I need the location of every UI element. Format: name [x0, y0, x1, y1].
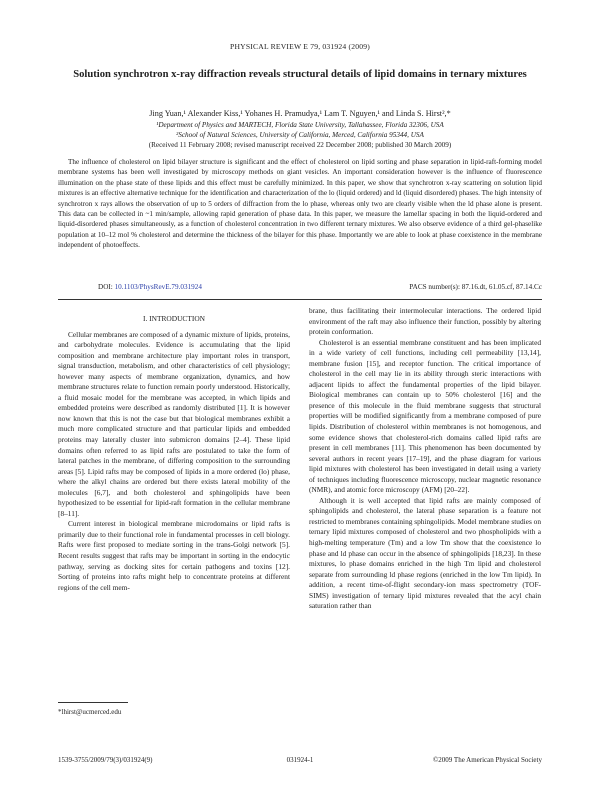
footer-copyright: ©2009 The American Physical Society	[432, 756, 542, 764]
abstract: The influence of cholesterol on lipid bilayer structure is significant and the effect of cholesterol on lipid sorting and phase separation in lipid-raft-forming model membrane systems has been well investigated by microscopy methods on giant vesicles. An important consideration however is the influence of fluorescence illumination on the phase state of these lipids and this effect must be carefully minimized. In this paper, we show that synchrotron x-ray scattering on solution lipid mixtures is an effective alternative technique for the identification and characterization of the lo (liquid ordered) and ld (liquid disordered) phases. The high intensity of synchrotron x rays allows the observation of up to 5 orders of diffraction from the lo phase, whereas only two are clearly visible when the ld phase alone is present. This data can be collected in ~1 min/sample, allowing rapid generation of phase data. In this paper, we measure the lamellar spacing in both the liquid-ordered and liquid-disordered phases simultaneously, as a function of cholesterol concentration in two different ternary mixtures. We also observe evidence of a third gel-phaselike population at 10–12 mol % cholesterol and determine the thickness of the bilayer for this phase. Importantly we are able to look at phase coexistence in the membrane independent of photoeffects.	[58, 158, 542, 250]
paper-title: Solution synchrotron x-ray diffraction reveals structural details of lipid domains in ternary mixtures	[73, 69, 527, 80]
doi-line	[98, 283, 202, 291]
header-divider	[58, 299, 542, 300]
corresponding-email-footnote: *lhirst@ucmerced.edu	[58, 708, 122, 716]
intro-paragraph-4: Cholesterol is an essential membrane constituent and has been implicated in a wide variety of cell functions, including cell permeability [13,14], membrane fusion [15], and receptor function. The critical importance of cholesterol in the cell may lie in its ability through steric interactions with adjacent lipids to affect the fundamental properties of the lipid bilayer. Biological membranes can contain up to 50% cholesterol [16] and the presence of this molecule in the fluid membrane suggests that structural properties will be modified significantly from a membrane composed of pure lipids. Distribution of cholesterol within membranes is not homogenous, and some evidence shows that cholesterol-rich domains called lipid rafts are present in cell membranes [11]. This phenomenon has been documented by several authors in recent years [17–19], and the phase diagram for various lipid mixtures with cholesterol has been investigated in detail using a variety of techniques including fluorescence microscopy, nuclear magnetic resonance (NMR), and atomic force microscopy (AFM) [20–22].	[309, 337, 541, 495]
footer-page-number: 031924-1	[286, 756, 314, 764]
journal-header: PHYSICAL REVIEW E 79, 031924 (2009)	[230, 42, 370, 51]
footer-issn: 1539-3755/2009/79(3)/031924(9)	[58, 756, 153, 764]
right-column	[309, 306, 541, 612]
left-column	[58, 314, 290, 593]
received-dates: (Received 11 February 2008; revised manuscript received 22 December 2008; published 30 March 2009)	[148, 141, 452, 149]
intro-paragraph-2: Current interest in biological membrane microdomains or lipid rafts is primarily due to their functional role in fundamental processes in cell biology. Rafts were first proposed to mediate sorting in the trans-Golgi network [5]. Recent results suggest that rafts may be important in sorting in the endocytic pathway, serving as docking sites for certain pathogens and toxins [12]. Sorting of proteins into rafts might help to concentrate proteins at different regions of the cell mem-	[58, 519, 290, 592]
intro-paragraph-1: Cellular membranes are composed of a dynamic mixture of lipids, proteins, and carbohydrate molecules. Evidence is accumulating that the lipid composition and membrane architecture play important roles in transport, signal transduction, metabolism, and other characteristics of cell physiology; however many aspects of membrane organization, dynamics, and how membrane structures relate to function remain poorly understood. Historically, a fluid mosaic model for the membrane was accepted, in which lipids and embedded proteins were described as randomly distributed [1]. It is however now known that this is not the case but that biological membranes exhibit a much more complicated structure and that particular lipids and embedded proteins may laterally cluster into submicron domains [2–4]. These lipid domains often referred to as lipid rafts are postulated to take the form of lateral patches in the membrane, of differing composition to the surrounding areas [5]. Lipid rafts may be composed of lipids in a more ordered (lo) phase, where the alkyl chains are ordered but there exists lateral mobility of the molecules [6,7], and both cholesterol and sphingolipids have been hypothesized to be essential for lipid-raft formation in the cellular membrane [8–11].	[58, 329, 290, 518]
affiliation-1: ¹Department of Physics and MARTECH, Florida State University, Tallahassee, Florida 32306, USA	[156, 121, 444, 129]
intro-paragraph-5: Although it is well accepted that lipid rafts are mainly composed of sphingolipids and cholesterol, the lateral phase separation is a feature not restricted to membranes containing sphingolipids. Model membrane studies on ternary lipid mixtures composed of cholesterol and two phospholipids with a high-melting temperature (Tm) and a low Tm show that the coexistence lo phase and ld phase can occur in the absence of sphingolipids [18,23]. In these mixtures, lo phase domains enriched in the high Tm lipid and cholesterol separate from surrounding ld phase regions (enriched in the low Tm lipid). In addition, a recent time-of-flight secondary-ion mass spectrometry (TOF-SIMS) investigation of ternary lipid mixtures revealed that the acyl chain saturation rather than	[309, 495, 541, 611]
affiliation-2: ²School of Natural Sciences, University of California, Merced, California 95344, USA	[176, 131, 424, 139]
pacs-numbers: PACS number(s): 87.16.dt, 61.05.cf, 87.14.Cc	[409, 283, 542, 291]
doi-label: DOI:	[98, 283, 113, 291]
intro-paragraph-3: brane, thus facilitating their intermolecular interactions. The ordered lipid environment of the raft may also influence their function, possibly by altering protein conformation.	[309, 306, 541, 337]
doi-link[interactable]: 10.1103/PhysRevE.79.031924	[114, 283, 202, 291]
section-heading: I. INTRODUCTION	[143, 314, 205, 323]
footnote-divider	[58, 702, 128, 703]
author-list: Jing Yuan,¹ Alexander Kiss,¹ Yohanes H. Pramudya,¹ Lam T. Nguyen,¹ and Linda S. Hirst²,*	[149, 109, 451, 118]
